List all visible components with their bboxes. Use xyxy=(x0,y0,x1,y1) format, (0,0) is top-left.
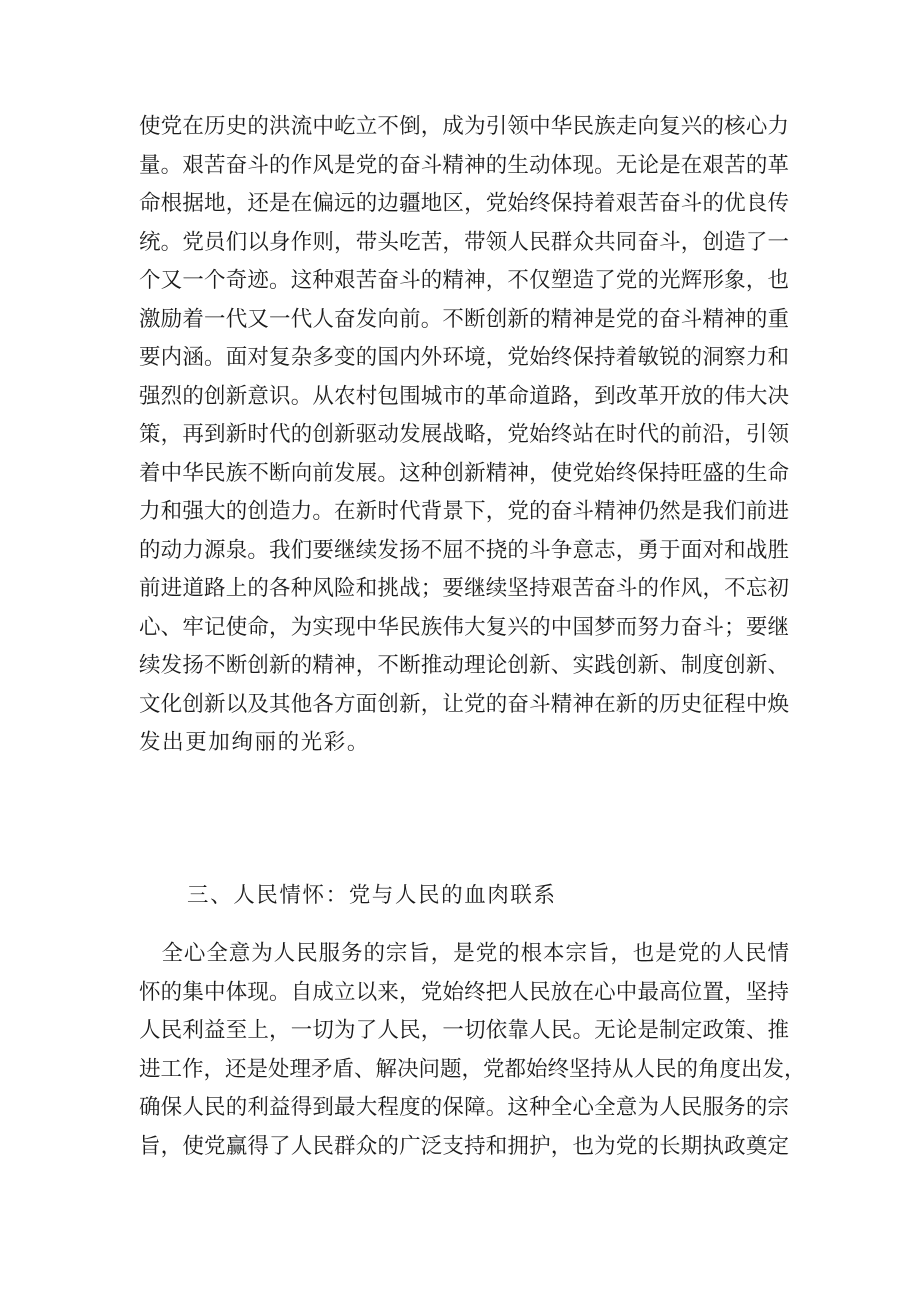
paragraph-line: 强烈的创新意识。从农村包围城市的革命道路，到改革开放的伟大决 xyxy=(139,383,789,409)
paragraph-line: 策，再到新时代的创新驱动发展战略，党始终站在时代的前沿，引领 xyxy=(139,422,789,447)
paragraph-line: 力和强大的创造力。在新时代背景下，党的奋斗精神仍然是我们前进 xyxy=(139,499,789,524)
paragraph-line: 统。党员们以身作则，带头吃苦，带领人民群众共同奋斗，创造了一 xyxy=(139,229,789,255)
paragraph-line: 进工作，还是处理矛盾、解决问题，党都始终坚持从人民的角度出发， xyxy=(139,1056,806,1082)
paragraph-1 xyxy=(139,108,789,763)
paragraph-line: 量。艰苦奋斗的作风是党的奋斗精神的生动体现。无论是在艰苦的革 xyxy=(139,152,789,178)
paragraph-line: 旨，使党赢得了人民群众的广泛支持和拥护，也为党的长期执政奠定 xyxy=(139,1133,789,1159)
paragraph-line: 着中华民族不断向前发展。这种创新精神，使党始终保持旺盛的生命 xyxy=(139,460,789,486)
paragraph-line: 激励着一代又一代人奋发向前。不断创新的精神是党的奋斗精神的重 xyxy=(139,306,789,332)
paragraph-line: 发出更加绚丽的光彩。 xyxy=(139,730,371,755)
paragraph-line: 使党在历史的洪流中屹立不倒，成为引领中华民族走向复兴的核心力 xyxy=(139,114,789,139)
paragraph-line: 怀的集中体现。自成立以来，党始终把人民放在心中最高位置，坚持 xyxy=(139,979,789,1005)
paragraph-2 xyxy=(139,935,806,1166)
paragraph-line: 要内涵。面对复杂多变的国内外环境，党始终保持着敏锐的洞察力和 xyxy=(139,345,789,370)
paragraph-line: 命根据地，还是在偏远的边疆地区，党始终保持着艰苦奋斗的优良传 xyxy=(139,191,789,216)
paragraph-line: 全心全意为人民服务的宗旨，是党的根本宗旨，也是党的人民情 xyxy=(139,941,789,966)
paragraph-line: 的动力源泉。我们要继续发扬不屈不挠的斗争意志，勇于面对和战胜 xyxy=(139,537,789,563)
section-heading: 三、人民情怀：党与人民的血肉联系 xyxy=(187,883,557,908)
paragraph-line: 确保人民的利益得到最大程度的保障。这种全心全意为人民服务的宗 xyxy=(139,1095,789,1120)
paragraph-line: 人民利益至上，一切为了人民，一切依靠人民。无论是制定政策、推 xyxy=(139,1018,789,1043)
paragraph-line: 个又一个奇迹。这种艰苦奋斗的精神，不仅塑造了党的光辉形象，也 xyxy=(139,268,789,293)
paragraph-line: 前进道路上的各种风险和挑战；要继续坚持艰苦奋斗的作风，不忘初 xyxy=(139,576,789,601)
paragraph-line: 文化创新以及其他各方面创新，让党的奋斗精神在新的历史征程中焕 xyxy=(139,691,789,717)
paragraph-line: 续发扬不断创新的精神，不断推动理论创新、实践创新、制度创新、 xyxy=(139,653,789,678)
paragraph-line: 心、牢记使命，为实现中华民族伟大复兴的中国梦而努力奋斗；要继 xyxy=(139,614,789,640)
